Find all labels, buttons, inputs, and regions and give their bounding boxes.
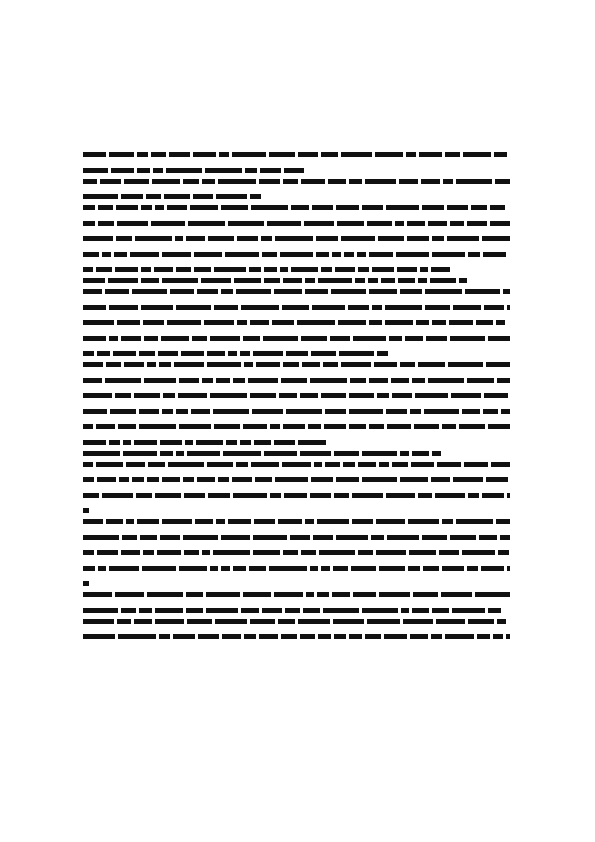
text-line <box>83 519 513 524</box>
text-line <box>83 236 513 241</box>
text-line <box>83 393 513 398</box>
text-line <box>83 289 513 294</box>
paragraph <box>83 519 513 586</box>
text-line <box>83 378 513 383</box>
text-line <box>83 451 513 456</box>
text-line <box>83 194 513 199</box>
text-line <box>83 336 513 341</box>
text-line <box>83 462 513 467</box>
paragraph <box>83 289 513 356</box>
text-line <box>83 252 513 257</box>
text-line <box>83 351 513 356</box>
text-line <box>83 508 513 513</box>
text-line <box>83 619 513 624</box>
text-line <box>83 305 513 310</box>
text-line <box>83 362 513 367</box>
text-line <box>83 581 513 586</box>
text-line <box>83 221 513 226</box>
paragraph <box>83 592 513 613</box>
paragraph <box>83 362 513 445</box>
text-line <box>83 477 513 482</box>
paragraph <box>83 619 513 640</box>
text-line <box>83 152 513 157</box>
text-line <box>83 168 513 173</box>
text-line <box>83 320 513 325</box>
paragraph <box>83 152 513 173</box>
text-line <box>83 493 513 498</box>
text-line <box>83 592 513 597</box>
text-line <box>83 566 513 571</box>
text-line <box>83 634 513 639</box>
paragraph <box>83 451 513 456</box>
paragraph <box>83 462 513 514</box>
text-line <box>83 409 513 414</box>
text-line <box>83 179 513 184</box>
document-body <box>83 152 513 645</box>
paragraph <box>83 179 513 200</box>
text-line <box>83 267 513 272</box>
text-line <box>83 278 513 283</box>
paragraph <box>83 205 513 272</box>
text-line <box>83 535 513 540</box>
text-line <box>83 608 513 613</box>
paragraph <box>83 278 513 283</box>
text-line <box>83 440 513 445</box>
text-line <box>83 205 513 210</box>
text-line <box>83 424 513 429</box>
text-line <box>83 550 513 555</box>
